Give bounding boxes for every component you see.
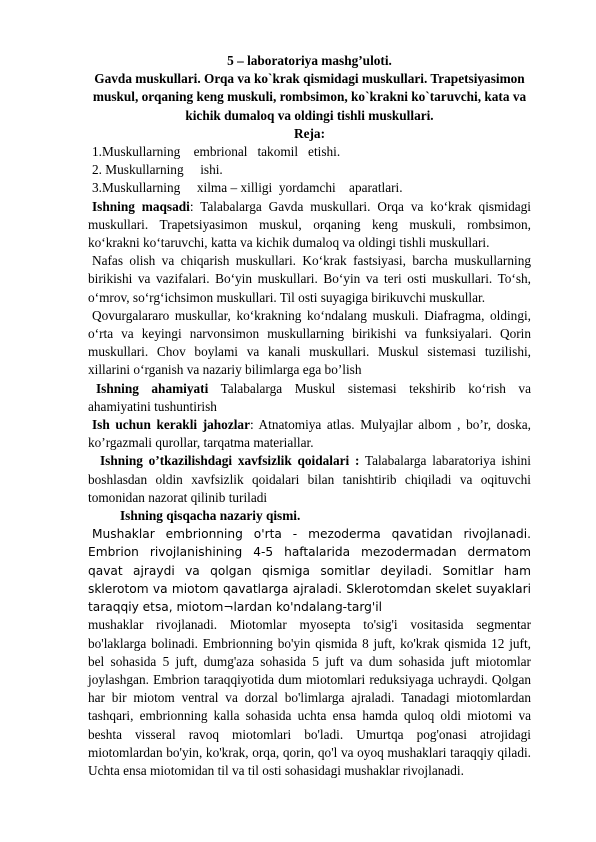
page-subtitle: Gavda muskullari. Orqa va ko`krak qismidagi muskullari. Trapetsiyasimon muskul, orqaning keng muskuli, rombsimon, ko`krakni ko`taruvchi, kata va kichik dumaloq va oldingi tishli muskullari. — [92, 71, 527, 123]
paragraph-2: Qovurgalararo muskullar, ko‘krakning ko‘ndalang muskuli. Diafragma, oldingi, o‘rta va keyingi narvonsimon muskullarning birikishi va funksiyalari. Qorin muskullari. Chov boylami va kanali muskullari. Muskul sistemasi tuzilishi, xillarini o‘rganish va nazariy bilimlarga ega bo’lish — [88, 307, 531, 378]
plan-item-3: 3.Muskullarning xilma – xilligi yordamchi aparatlari. — [92, 180, 403, 196]
page-title: 5 – laboratoriya mashg’uloti. — [227, 53, 392, 68]
materials-paragraph — [88, 416, 531, 452]
plan-heading: Reja: — [293, 125, 325, 141]
importance-text: Talabalarga Muskul sistemasi tekshirib ko‘rish va ahamiyatini tushuntirish — [88, 380, 531, 414]
materials-label: Ish uchun kerakli jahozlar — [92, 417, 250, 433]
materials-text: : Atnatomiya atlas. Mulyajlar albom , bo’r, doska, ko’rgazmali qurollar, tarqatma materiallar. — [88, 417, 531, 451]
plan-item-2: 2. Muskullarning ishi. — [92, 162, 223, 178]
document-page — [88, 52, 531, 780]
paragraph-1: Nafas olish va chiqarish muskullari. Ko‘krak fastsiyasi, barcha muskullarning birikishi va vazifalari. Bo‘yin muskullari. Bo‘yin va teri osti muskullari. To‘sh, o‘mrov, so‘rg‘ichsimon muskullari. Til osti suyagiga birikuvchi muskullar. — [88, 253, 531, 305]
safety-text: Talabalarga labaratoriya ishini boshlasdan oldin xavfsizlik qoidalari bilan tanishtirib chiqiladi va oqituvchi tomonidan nazorat qilinib turiladi — [88, 453, 531, 505]
safety-label: Ishning o’tkazilishdagi xavfsizlik qoidalari : — [100, 453, 360, 469]
theory-heading: Ishning qisqacha nazariy qismi. — [120, 508, 301, 524]
goal-paragraph — [88, 198, 531, 253]
importance-paragraph — [88, 380, 531, 416]
goal-text: : Talabalarga Gavda muskullari. Orqa va ko‘krak qismidagi muskullari. Trapetsiyasimon muskul, orqaning keng muskuli, rombsimon, ko‘krakni ko‘taruvchi, katta va kichik dumaloq va oldingi tishli muskullari. — [88, 198, 531, 251]
theory-paragraph-serif: mushaklar rivojlanadi. Miotomlar myosepta to'sig'i vositasida segmentar bo'laklarga bolinadi. Embrionning bo'yin qismida 8 juft, ko'krak qismida 12 juft, bel sohasida 5 juft, dumg'aza sohasida 5 juft va dum sohasida juft miotomlar joylashgan. Embrion taraqqiyotida dum miotomlari reduksiyaga uchraydi. Qolgan har bir miotom ventral va dorzal bo'limlarga ajraladi. Tanadagi miotomlardan tashqari, embrionning kalla sohasida uchta ensa hamda quloq oldi miotomi va beshta visseral ravoq miotomlari bo'ladi. Umurtqa pog'onasi atrojidagi miotomlardan bo'yin, ko'krak, orqa, qorin, qo'l va oyoq mushaklari taraqqiy qiladi. Uchta ensa miotomidan til va til osti sohasidagi mushaklar rivojlanadi. — [88, 617, 531, 778]
theory-paragraph-sans: Mushaklar embrionning o'rta - mezoderma qavatidan rivojlanadi. Embrion rivojlanishining 4-5 haftalarida mezodermadan dermatom qavat ajraydi va qolgan qismiga somitlar deyiladi. Somitlar ham sklerotom va miotom qavatlarga ajraladi. Sklerotomdan skelet suyaklari taraqqiy etsa, miotom¬lardan ko'ndalang-targ'il — [88, 527, 531, 615]
safety-paragraph — [88, 452, 531, 507]
goal-label: Ishning maqsadi — [92, 198, 190, 214]
importance-label: Ishning ahamiyati — [96, 380, 209, 396]
plan-item-1: 1.Muskullarning embrional takomil etishi. — [92, 144, 341, 160]
